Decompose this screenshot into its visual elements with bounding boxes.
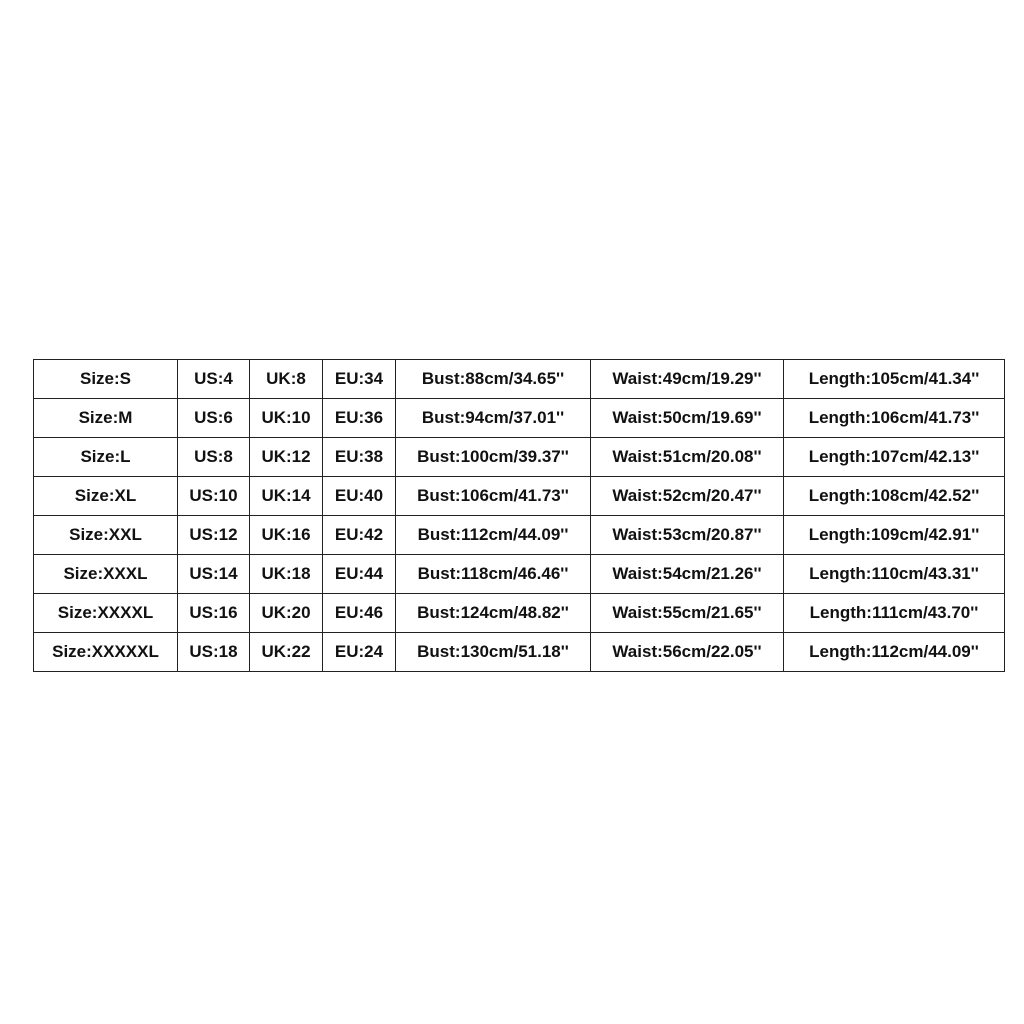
bust-cell: Bust:94cm/37.01''	[396, 399, 591, 438]
eu-size-cell: EU:34	[323, 360, 396, 399]
eu-size-cell: EU:38	[323, 438, 396, 477]
length-cell: Length:109cm/42.91''	[784, 516, 1005, 555]
table-row	[34, 594, 1005, 633]
us-size-cell: US:16	[178, 594, 250, 633]
us-size-cell: US:10	[178, 477, 250, 516]
size-cell: Size:S	[34, 360, 178, 399]
table-row	[34, 516, 1005, 555]
us-size-cell: US:12	[178, 516, 250, 555]
size-cell: Size:XXXXXL	[34, 633, 178, 672]
waist-cell: Waist:52cm/20.47''	[591, 477, 784, 516]
table-row	[34, 438, 1005, 477]
size-chart-table	[33, 359, 1005, 672]
size-cell: Size:XXL	[34, 516, 178, 555]
length-cell: Length:110cm/43.31''	[784, 555, 1005, 594]
bust-cell: Bust:106cm/41.73''	[396, 477, 591, 516]
waist-cell: Waist:51cm/20.08''	[591, 438, 784, 477]
us-size-cell: US:8	[178, 438, 250, 477]
table-row	[34, 633, 1005, 672]
uk-size-cell: UK:22	[250, 633, 323, 672]
eu-size-cell: EU:44	[323, 555, 396, 594]
bust-cell: Bust:100cm/39.37''	[396, 438, 591, 477]
table-row	[34, 360, 1005, 399]
bust-cell: Bust:118cm/46.46''	[396, 555, 591, 594]
us-size-cell: US:18	[178, 633, 250, 672]
length-cell: Length:105cm/41.34''	[784, 360, 1005, 399]
uk-size-cell: UK:14	[250, 477, 323, 516]
eu-size-cell: EU:40	[323, 477, 396, 516]
bust-cell: Bust:112cm/44.09''	[396, 516, 591, 555]
table-row	[34, 555, 1005, 594]
length-cell: Length:108cm/42.52''	[784, 477, 1005, 516]
waist-cell: Waist:56cm/22.05''	[591, 633, 784, 672]
size-cell: Size:M	[34, 399, 178, 438]
size-cell: Size:XXXL	[34, 555, 178, 594]
bust-cell: Bust:88cm/34.65''	[396, 360, 591, 399]
eu-size-cell: EU:42	[323, 516, 396, 555]
waist-cell: Waist:53cm/20.87''	[591, 516, 784, 555]
size-cell: Size:L	[34, 438, 178, 477]
eu-size-cell: EU:36	[323, 399, 396, 438]
uk-size-cell: UK:8	[250, 360, 323, 399]
length-cell: Length:107cm/42.13''	[784, 438, 1005, 477]
waist-cell: Waist:54cm/21.26''	[591, 555, 784, 594]
size-cell: Size:XXXXL	[34, 594, 178, 633]
waist-cell: Waist:55cm/21.65''	[591, 594, 784, 633]
uk-size-cell: UK:10	[250, 399, 323, 438]
size-cell: Size:XL	[34, 477, 178, 516]
uk-size-cell: UK:16	[250, 516, 323, 555]
length-cell: Length:106cm/41.73''	[784, 399, 1005, 438]
uk-size-cell: UK:18	[250, 555, 323, 594]
us-size-cell: US:14	[178, 555, 250, 594]
eu-size-cell: EU:24	[323, 633, 396, 672]
waist-cell: Waist:49cm/19.29''	[591, 360, 784, 399]
us-size-cell: US:4	[178, 360, 250, 399]
bust-cell: Bust:130cm/51.18''	[396, 633, 591, 672]
length-cell: Length:112cm/44.09''	[784, 633, 1005, 672]
bust-cell: Bust:124cm/48.82''	[396, 594, 591, 633]
us-size-cell: US:6	[178, 399, 250, 438]
length-cell: Length:111cm/43.70''	[784, 594, 1005, 633]
uk-size-cell: UK:20	[250, 594, 323, 633]
uk-size-cell: UK:12	[250, 438, 323, 477]
table-row	[34, 399, 1005, 438]
eu-size-cell: EU:46	[323, 594, 396, 633]
waist-cell: Waist:50cm/19.69''	[591, 399, 784, 438]
table-row	[34, 477, 1005, 516]
